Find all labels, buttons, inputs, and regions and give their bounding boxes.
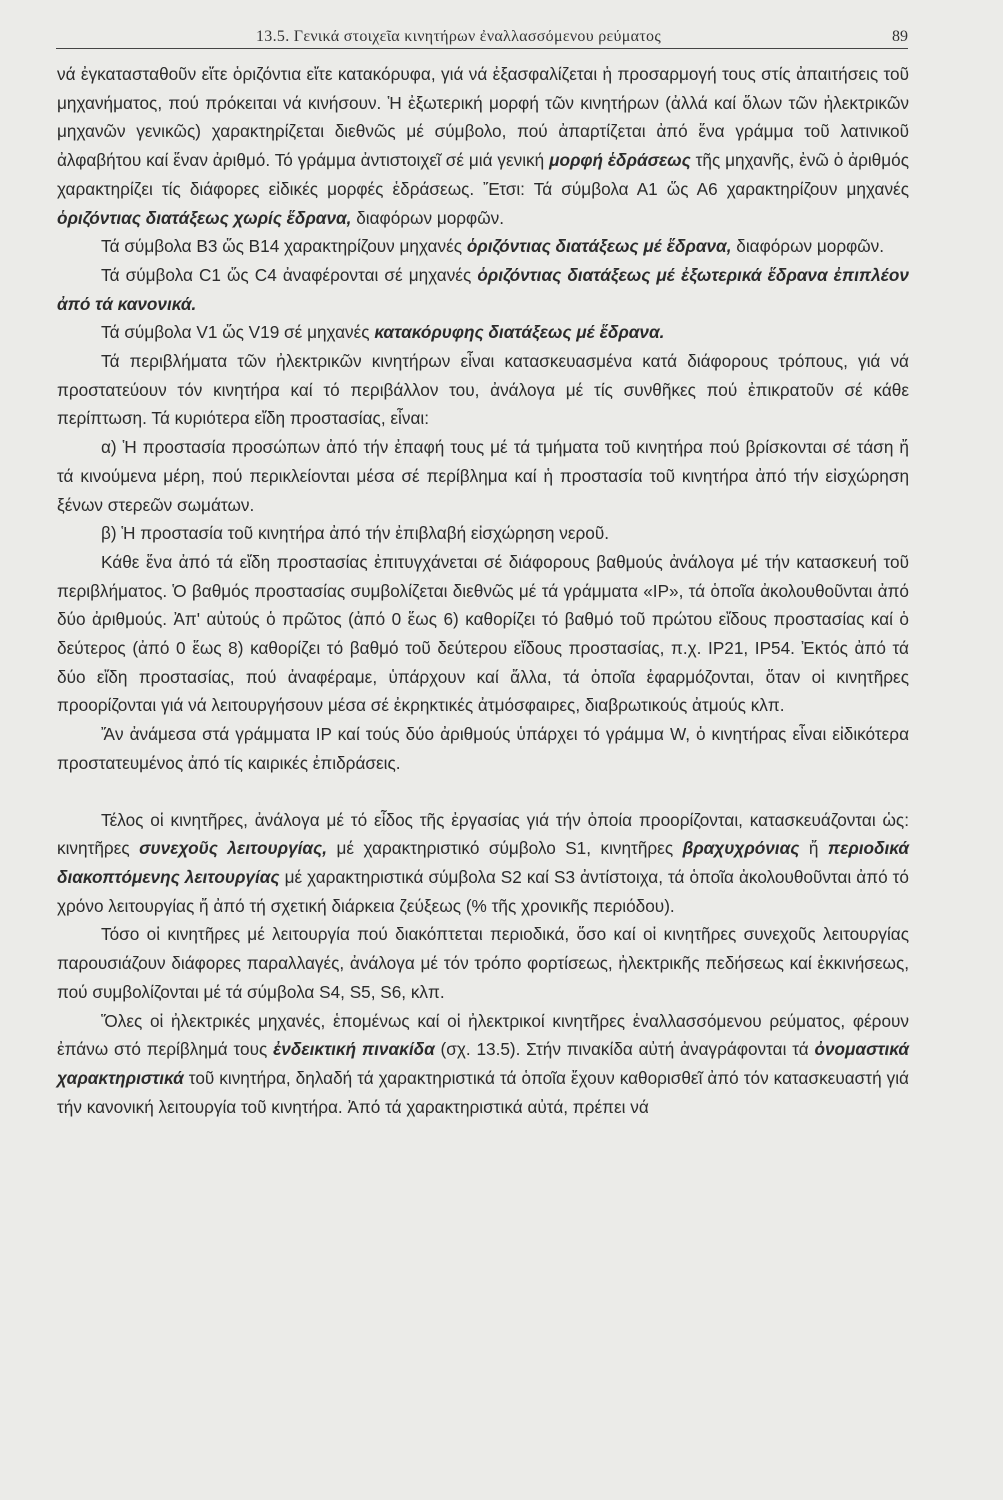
emphasized-term: ὁριζόντιας διατάξεως χωρίς ἕδρανα, <box>57 207 352 228</box>
running-header <box>56 28 908 49</box>
text-run: μέ χαρακτηριστικά σύμβολα S2 καί S3 ἀντίστοιχα, τά ὁποῖα ἀκολουθοῦνται ἀπό τό χρόνο λειτουργίας ἤ ἀπό τή σχετική διάρκεια ζεύξεως (% τῆς χρονικῆς περιόδου). <box>57 866 909 916</box>
emphasized-term: ὀνομαστικά χαρακτηριστικά <box>57 1039 909 1088</box>
paragraph <box>57 60 909 232</box>
paragraph <box>57 806 909 921</box>
text-run: Τόσο οἱ κινητῆρες μέ λειτουργία πού διακόπτεται περιοδικά, ὅσο καί οἱ κινητῆρες συνεχοῦς λειτουργίας παρουσιάζουν διάφορες παραλλαγές, ἀνάλογα μέ τόν τρόπο φορτίσεως, ἠλεκτρικῆς πεδήσεως καί ἐκκινήσεως, πού συμβολίζονται μέ τά σύμβολα S4, S5, S6, κλπ. <box>57 924 909 1002</box>
paragraph <box>57 318 909 347</box>
emphasized-term: ὁριζόντιας διατάξεως μέ ἕδρανα, <box>466 236 732 257</box>
text-run: Κάθε ἕνα ἀπό τά εἴδη προστασίας ἐπιτυγχάνεται σέ διάφορους βαθμούς ἀνάλογα μέ τήν κατασκευή τοῦ περιβλήματος. Ὁ βαθμός προστασίας συμβολίζεται διεθνῶς μέ τά γράμματα «IP», τά ὁποῖα ἀκολουθοῦνται ἀπό δύο ἀριθμούς. Ἀπ' αὐτούς ὁ πρῶτος (ἀπό 0 ἕως 6) καθορίζει τό βαθμό τοῦ πρώτου εἴδους προστασίας καί ὁ δεύτερος (ἀπό 0 ἕως 8) καθορίζει τό βαθμό τοῦ δεύτερου εἴδους προστασίας, π.χ. IP21, IP54. Ἐκτός ἀπό τά δύο εἴδη προστασίας, πού ἀναφέραμε, ὑπάρχουν καί ἄλλα, τά ὁποῖα ἐφαρμόζονται, ὅταν οἱ κινητῆρες προορίζονται γιά νά λειτουργήσουν μέσα σέ ἐκρηκτικές ἀτμόσφαιρες, διαβρωτικούς ἀτμούς κλπ. <box>57 551 909 716</box>
paragraph <box>57 232 909 261</box>
emphasized-term: ἐνδεικτική πινακίδα <box>273 1039 435 1060</box>
text-run: β) Ἡ προστασία τοῦ κινητήρα ἀπό τήν ἐπιβλαβή εἰσχώρηση νεροῦ. <box>101 523 610 544</box>
emphasized-term: περιοδικά διακοπτόμενης λειτουργίας <box>57 838 909 887</box>
emphasized-term: βραχυχρόνιας <box>682 838 800 859</box>
emphasized-term: μορφή ἑδράσεως <box>549 150 691 171</box>
text-run: (σχ. 13.5). Στήν πινακίδα αὐτή ἀναγράφονται τά <box>434 1039 815 1060</box>
text-run: Τά περιβλήματα τῶν ἠλεκτρικῶν κινητήρων εἶναι κατασκευασμένα κατά διάφορους τρόπους, γιά νά προστατεύουν τόν κινητήρα καί τό περιβάλλον του, ἀνάλογα μέ τίς συνθῆκες πού ἐπικρατοῦν σέ κάθε περίπτωση. Τά κυριότερα εἴδη προστασίας, εἶναι: <box>57 351 909 429</box>
page-number: 89 <box>892 28 908 45</box>
body-text <box>57 60 909 1121</box>
paragraph <box>57 1007 909 1122</box>
paragraph <box>57 548 909 720</box>
text-run: α) Ἡ προστασία προσώπων ἀπό τήν ἐπαφή τους μέ τά τμήματα τοῦ κινητήρα πού βρίσκονται σέ τάση ἤ τά κινούμενα μέρη, πού περικλείονται μέσα σέ περίβλημα καί ἡ προστασία τοῦ κινητήρα ἀπό τήν εἰσχώρηση ξένων στερεῶν σωμάτων. <box>57 437 909 515</box>
text-run: Ὅλες οἱ ἠλεκτρικές μηχανές, ἑπομένως καί οἱ ἠλεκτρικοί κινητῆρες ἐναλλασσόμενου ρεύματος, φέρουν ἐπάνω στό περίβλημά τους <box>57 1010 909 1060</box>
text-run: Ἄν ἀνάμεσα στά γράμματα IP καί τούς δύο ἀριθμούς ὑπάρχει τό γράμμα W, ὁ κινητήρας εἶναι εἰδικότερα προστατευμένος ἀπό τίς καιρικές ἐπιδράσεις. <box>57 724 909 773</box>
emphasized-term: κατακόρυφης διατάξεως μέ ἕδρανα. <box>374 322 665 343</box>
emphasized-term: ὁριζόντιας διατάξεως μέ ἐξωτερικά ἕδρανα ἐπιπλέον ἀπό τά κανονικά. <box>57 264 909 314</box>
text-run: τοῦ κινητήρα, δηλαδή τά χαρακτηριστικά τά ὁποῖα ἔχουν καθορισθεῖ ἀπό τόν κατασκευαστή γιά τήν κανονική λειτουργία τοῦ κινητήρα. Ἀπό τά χαρακτηριστικά αὐτά, πρέπει νά <box>57 1067 909 1117</box>
text-run: διαφόρων μορφῶν. <box>731 236 885 257</box>
text-run: Τά σύμβολα Β3 ὥς Β14 χαρακτηρίζουν μηχανές <box>101 236 467 257</box>
text-run: Τά σύμβολα C1 ὥς C4 ἀναφέρονται σέ μηχανές <box>101 264 478 285</box>
paragraph <box>57 347 909 433</box>
paragraph <box>57 261 909 318</box>
section-title: 13.5. Γενικά στοιχεῖα κινητήρων ἐναλλασσόμενου ρεύματος <box>256 28 661 45</box>
emphasized-term: συνεχοῦς λειτουργίας, <box>139 838 327 859</box>
text-run: ἤ <box>799 838 828 859</box>
text-run: τῆς μηχανῆς, ἐνῶ ὁ ἀριθμός χαρακτηρίζει τίς διάφορες εἰδικές μορφές ἑδράσεως. Ἔτσι: Τά σύμβολα Α1 ὥς Α6 χαρακτηρίζουν μηχανές <box>57 150 909 199</box>
paragraph <box>57 920 909 1006</box>
text-run: Τά σύμβολα V1 ὥς V19 σέ μηχανές <box>101 322 375 343</box>
paragraph <box>57 519 909 548</box>
paragraph <box>57 433 909 519</box>
text-run: μέ χαρακτηριστικό σύμβολο S1, κινητῆρες <box>326 838 683 859</box>
text-run: διαφόρων μορφῶν. <box>351 207 504 228</box>
paragraph <box>57 720 909 777</box>
text-run: νά ἐγκατασταθοῦν εἴτε ὁριζόντια εἴτε κατακόρυφα, γιά νά ἐξασφαλίζεται ἡ προσαρμογή τους στίς ἀπαιτήσεις τοῦ μηχανήματος, πού πρόκειται νά κινήσουν. Ἡ ἐξωτερική μορφή τῶν κινητήρων (ἀλλά καί ὅλων τῶν ἠλεκτρικῶν μηχανῶν γενικῶς) χαρακτηρίζεται διεθνῶς μέ σύμβολο, πού ἀπαρτίζεται ἀπό ἕνα γράμμα τοῦ λατινικοῦ ἀλφαβήτου καί ἕναν ἀριθμό. Τό γράμμα ἀντιστοιχεῖ σέ μιά γενική <box>57 64 909 171</box>
text-run: Τέλος οἱ κινητῆρες, ἀνάλογα μέ τό εἶδος τῆς ἐργασίας γιά τήν ὁποία προορίζονται, κατασκευάζονται ὡς: κινητῆρες <box>57 809 909 859</box>
